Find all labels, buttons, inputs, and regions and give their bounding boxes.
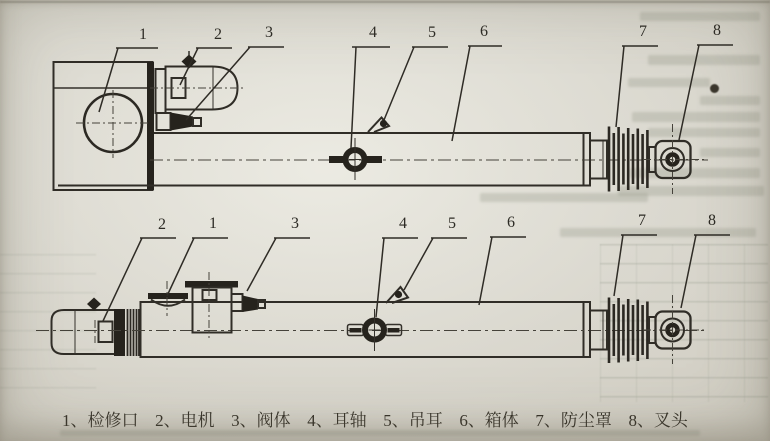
callout-number: 2 xyxy=(214,26,222,43)
gearbox-housing-top xyxy=(54,62,155,190)
top-view xyxy=(54,45,734,194)
legend-item: 6、箱体 xyxy=(459,411,519,430)
trunnion-bottom xyxy=(348,309,402,351)
inspection-port-circle xyxy=(76,90,150,158)
lifting-lug-top xyxy=(368,118,389,133)
inspection-port-cover xyxy=(148,281,188,316)
callout-number: 3 xyxy=(265,24,273,41)
callout-number: 7 xyxy=(639,23,647,40)
legend-item: 2、电机 xyxy=(155,411,215,430)
callout-number: 1 xyxy=(139,26,147,43)
legend-item: 5、吊耳 xyxy=(383,411,443,430)
valve-body-bottom xyxy=(185,272,265,338)
trunnion-top xyxy=(329,138,382,180)
parts-legend xyxy=(62,406,688,431)
valve-body-top xyxy=(157,113,202,131)
legend-item: 4、耳轴 xyxy=(307,411,367,430)
fork-head-top xyxy=(643,124,704,194)
callout-number: 4 xyxy=(399,215,407,232)
callout-number: 1 xyxy=(209,215,217,232)
legend-item: 7、防尘罩 xyxy=(535,411,612,430)
callout-number: 4 xyxy=(369,24,377,41)
callout-number: 6 xyxy=(507,214,515,231)
legend-item: 8、叉头 xyxy=(628,411,688,430)
callout-number: 2 xyxy=(158,216,166,233)
fork-head-bottom xyxy=(643,295,704,364)
cylinder-tube-top xyxy=(58,133,708,186)
bottom-view xyxy=(36,235,730,364)
callout-number: 5 xyxy=(428,24,436,41)
callout-number: 5 xyxy=(448,215,456,232)
callout-number: 3 xyxy=(291,215,299,232)
leader-lines-bottom xyxy=(103,235,730,321)
callout-number: 7 xyxy=(638,212,646,229)
motor-bottom xyxy=(52,298,140,357)
legend-item: 3、阀体 xyxy=(231,411,291,430)
callout-number: 8 xyxy=(713,22,721,39)
legend-item: 1、检修口 xyxy=(62,411,139,430)
callout-number: 6 xyxy=(480,23,488,40)
motor-top xyxy=(150,51,243,113)
dust-cover-top xyxy=(590,127,647,192)
callout-number: 8 xyxy=(708,212,716,229)
